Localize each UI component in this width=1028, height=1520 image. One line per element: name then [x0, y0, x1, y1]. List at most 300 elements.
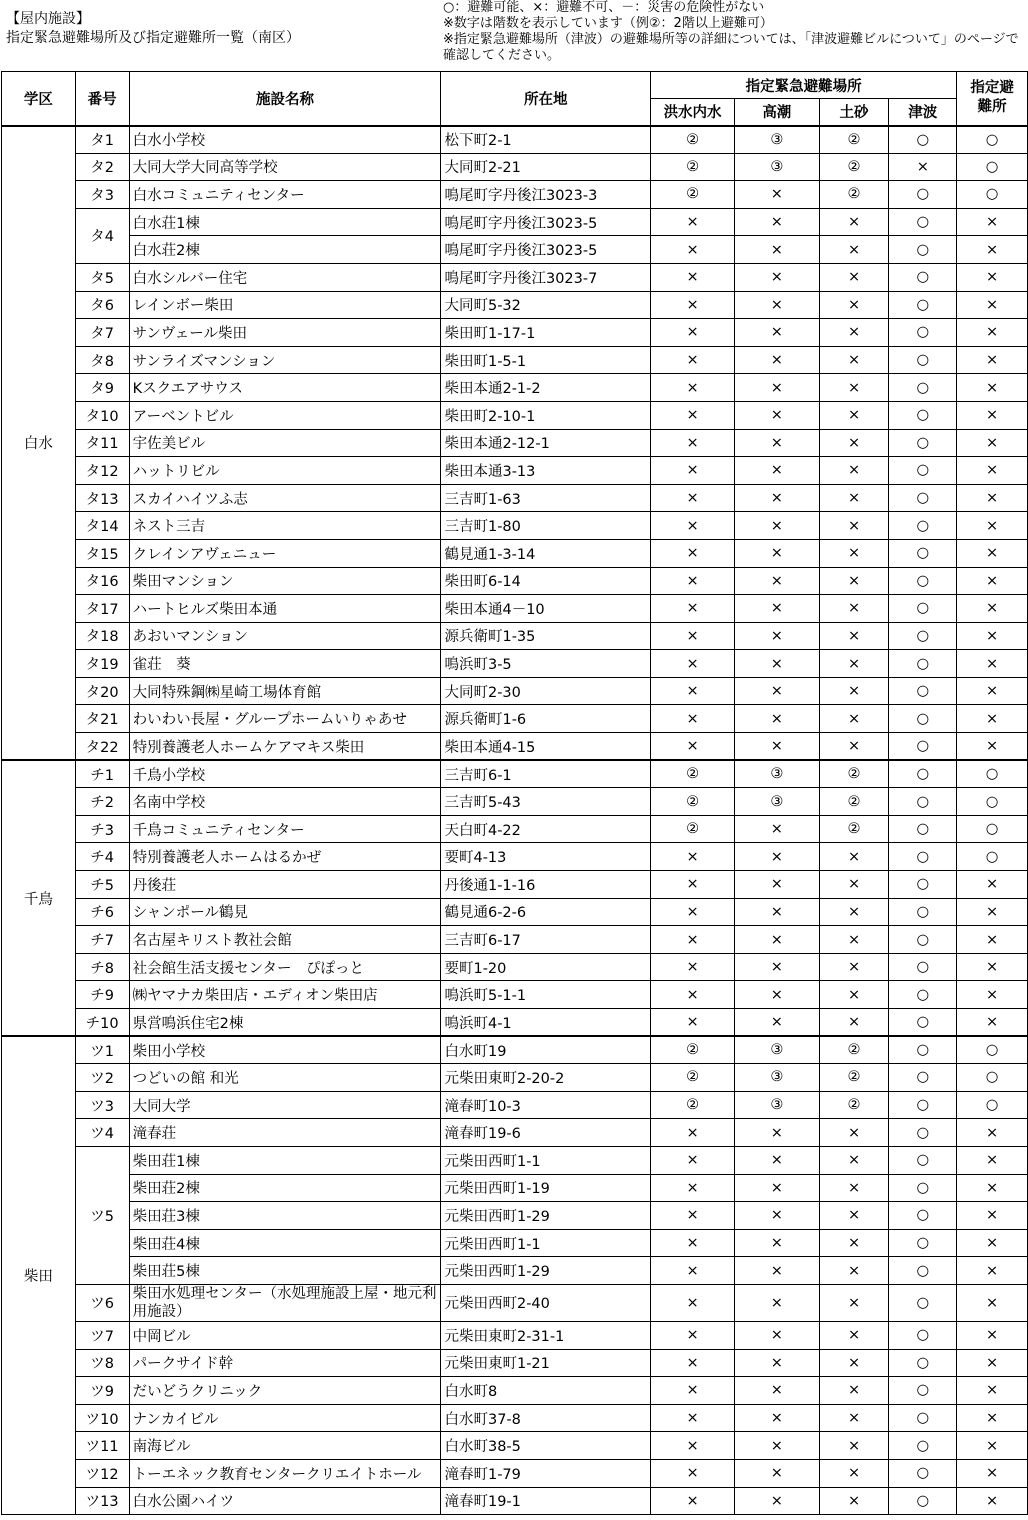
shelter-status: ○: [957, 126, 1028, 154]
sediment-status: ×: [819, 622, 889, 650]
flood-status: ×: [651, 291, 735, 319]
shelter-status: ×: [957, 733, 1028, 761]
tide-status: ×: [734, 1432, 819, 1460]
facility-name: 大同特殊鋼㈱星崎工場体育館: [129, 677, 441, 705]
table-row: [2, 1229, 1028, 1257]
facility-name: 柴田荘3棟: [129, 1202, 441, 1230]
flood-status: ×: [651, 733, 735, 761]
facility-number: タ19: [75, 650, 129, 678]
table-row: [2, 1009, 1028, 1037]
sediment-status: ×: [819, 926, 889, 954]
facility-name: 県営鳴浜住宅2棟: [129, 1009, 441, 1037]
facility-name: サンヴェール柴田: [129, 319, 441, 347]
table-row: [2, 208, 1028, 236]
tide-status: ×: [734, 208, 819, 236]
table-row: [2, 871, 1028, 899]
table-row: [2, 622, 1028, 650]
district-cell: 白水: [2, 126, 76, 761]
facility-address: 柴田町6-14: [441, 567, 651, 595]
district-cell: 柴田: [2, 1036, 76, 1515]
shelter-status: ×: [957, 1174, 1028, 1202]
shelter-status: ○: [957, 181, 1028, 209]
facility-number: タ14: [75, 512, 129, 540]
facility-address: 柴田本通2-12-1: [441, 429, 651, 457]
sediment-status: ②: [819, 1091, 889, 1119]
facility-name: 柴田水処理センター（水処理施設上屋・地元利用施設）: [129, 1284, 441, 1321]
facility-name: 特別養護老人ホームはるかぜ: [129, 843, 441, 871]
shelter-status: ×: [957, 567, 1028, 595]
table-row: [2, 1202, 1028, 1230]
flood-status: ×: [651, 429, 735, 457]
tide-status: ×: [734, 677, 819, 705]
tide-status: ×: [734, 512, 819, 540]
sediment-status: ×: [819, 1349, 889, 1377]
facility-name: 白水小学校: [129, 126, 441, 154]
flood-status: ×: [651, 1349, 735, 1377]
tsunami-status: ○: [889, 374, 957, 402]
table-row: [2, 1459, 1028, 1487]
table-row: [2, 567, 1028, 595]
tsunami-status: ○: [889, 953, 957, 981]
shelter-status: ○: [957, 153, 1028, 181]
flood-status: ×: [651, 457, 735, 485]
facility-name: 千鳥小学校: [129, 760, 441, 788]
facility-number: タ5: [75, 263, 129, 291]
table-row: [2, 788, 1028, 816]
shelter-status: ×: [957, 1321, 1028, 1349]
sediment-status: ×: [819, 1174, 889, 1202]
sediment-status: ×: [819, 871, 889, 899]
flood-status: ②: [651, 181, 735, 209]
facility-address: 元柴田西町1-29: [441, 1202, 651, 1230]
shelter-status: ×: [957, 1349, 1028, 1377]
tsunami-status: ○: [889, 512, 957, 540]
flood-status: ×: [651, 953, 735, 981]
table-row: [2, 236, 1028, 264]
tide-status: ×: [734, 650, 819, 678]
facility-name: シャンポール鶴見: [129, 898, 441, 926]
table-row: [2, 595, 1028, 623]
shelter-status: ×: [957, 1487, 1028, 1515]
shelter-status: ○: [957, 1064, 1028, 1092]
tide-status: ×: [734, 346, 819, 374]
legend-notes: [443, 0, 1028, 64]
facility-name: 宇佐美ビル: [129, 429, 441, 457]
shelter-status: ×: [957, 677, 1028, 705]
facility-address: 大同町5-32: [441, 291, 651, 319]
table-row: [2, 1064, 1028, 1092]
tsunami-status: ○: [889, 1257, 957, 1285]
facility-address: 三吉町6-1: [441, 760, 651, 788]
facility-number: タ7: [75, 319, 129, 347]
facility-address: 柴田本通4-15: [441, 733, 651, 761]
facility-name: 丹後荘: [129, 871, 441, 899]
facility-address: 柴田町2-10-1: [441, 401, 651, 429]
facility-name: 特別養護老人ホームケアマキス柴田: [129, 733, 441, 761]
shelter-status: ×: [957, 1229, 1028, 1257]
sediment-status: ②: [819, 815, 889, 843]
facility-name: 柴田小学校: [129, 1036, 441, 1064]
col-header-emergency: 指定緊急避難場所: [651, 72, 957, 99]
facility-address: 柴田町1-17-1: [441, 319, 651, 347]
tide-status: ×: [734, 1321, 819, 1349]
facility-name: 滝春荘: [129, 1119, 441, 1147]
shelter-status: ×: [957, 429, 1028, 457]
sediment-status: ×: [819, 457, 889, 485]
tide-status: ×: [734, 484, 819, 512]
facility-table: [1, 71, 1028, 1515]
shelter-status: ×: [957, 346, 1028, 374]
facility-name: 柴田マンション: [129, 567, 441, 595]
table-row: [2, 733, 1028, 761]
shelter-status: ×: [957, 595, 1028, 623]
shelter-status: ×: [957, 622, 1028, 650]
facility-number: チ7: [75, 926, 129, 954]
flood-status: ②: [651, 126, 735, 154]
legend-note: ○：避難可能、×：避難不可、－：災害の危険性がない: [443, 0, 765, 15]
facility-number: タ3: [75, 181, 129, 209]
tsunami-status: ○: [889, 181, 957, 209]
sediment-status: ×: [819, 595, 889, 623]
facility-number: タ13: [75, 484, 129, 512]
facility-name: アーベントビル: [129, 401, 441, 429]
flood-status: ×: [651, 263, 735, 291]
facility-name: つどいの館 和光: [129, 1064, 441, 1092]
facility-number: タ20: [75, 677, 129, 705]
facility-address: 源兵衛町1-6: [441, 705, 651, 733]
table-row: [2, 843, 1028, 871]
facility-address: 天白町4-22: [441, 815, 651, 843]
facility-address: 元柴田西町1-1: [441, 1229, 651, 1257]
shelter-status: ×: [957, 871, 1028, 899]
table-row: [2, 374, 1028, 402]
flood-status: ×: [651, 705, 735, 733]
shelter-status: ×: [957, 401, 1028, 429]
facility-name: 白水コミュニティセンター: [129, 181, 441, 209]
facility-number: タ8: [75, 346, 129, 374]
facility-name: 柴田荘5棟: [129, 1257, 441, 1285]
facility-name: スカイハイツふ志: [129, 484, 441, 512]
sediment-status: ×: [819, 1146, 889, 1174]
shelter-status: ×: [957, 650, 1028, 678]
tide-status: ×: [734, 622, 819, 650]
table-row: [2, 898, 1028, 926]
facility-address: 白水町37-8: [441, 1404, 651, 1432]
tsunami-status: ○: [889, 1202, 957, 1230]
flood-status: ②: [651, 760, 735, 788]
sediment-status: ×: [819, 1257, 889, 1285]
shelter-status: ○: [957, 1091, 1028, 1119]
sediment-status: ×: [819, 1009, 889, 1037]
facility-name: 白水荘1棟: [129, 208, 441, 236]
facility-address: 三吉町6-17: [441, 926, 651, 954]
tsunami-status: ○: [889, 705, 957, 733]
facility-number: チ8: [75, 953, 129, 981]
tide-status: ③: [734, 760, 819, 788]
tide-status: ×: [734, 1229, 819, 1257]
shelter-status: ×: [957, 1257, 1028, 1285]
flood-status: ×: [651, 512, 735, 540]
flood-status: ×: [651, 567, 735, 595]
table-row: [2, 181, 1028, 209]
table-row: [2, 953, 1028, 981]
tsunami-status: ○: [889, 1377, 957, 1405]
flood-status: ②: [651, 815, 735, 843]
facility-address: 元柴田東町1-21: [441, 1349, 651, 1377]
table-row: [2, 401, 1028, 429]
facility-name: ナンカイビル: [129, 1404, 441, 1432]
facility-number: タ4: [75, 208, 129, 263]
tsunami-status: ×: [889, 153, 957, 181]
tsunami-status: ○: [889, 760, 957, 788]
sediment-status: ×: [819, 539, 889, 567]
sediment-status: ×: [819, 1119, 889, 1147]
facility-name: Kスクエアサウス: [129, 374, 441, 402]
sediment-status: ×: [819, 1487, 889, 1515]
tsunami-status: ○: [889, 1349, 957, 1377]
flood-status: ×: [651, 1009, 735, 1037]
facility-name: ネスト三吉: [129, 512, 441, 540]
tide-status: ×: [734, 263, 819, 291]
shelter-status: ○: [957, 788, 1028, 816]
tsunami-status: ○: [889, 622, 957, 650]
facility-number: ツ13: [75, 1487, 129, 1515]
flood-status: ×: [651, 374, 735, 402]
facility-address: 滝春町1-79: [441, 1459, 651, 1487]
legend-note: ※数字は階数を表示しています（例②：2階以上避難可）: [443, 16, 773, 31]
sediment-status: ×: [819, 981, 889, 1009]
shelter-status: ×: [957, 1202, 1028, 1230]
table-row: [2, 319, 1028, 347]
facility-number: ツ2: [75, 1064, 129, 1092]
flood-status: ×: [651, 843, 735, 871]
heading-title: 指定緊急避難場所及び指定避難所一覧（南区）: [6, 30, 300, 46]
facility-number: タ21: [75, 705, 129, 733]
facility-number: ツ6: [75, 1284, 129, 1321]
tide-status: ×: [734, 567, 819, 595]
shelter-status: ×: [957, 1404, 1028, 1432]
tide-status: ③: [734, 1064, 819, 1092]
facility-number: タ15: [75, 539, 129, 567]
table-row: [2, 346, 1028, 374]
tide-status: ×: [734, 1377, 819, 1405]
table-row: [2, 650, 1028, 678]
sediment-status: ×: [819, 1377, 889, 1405]
tide-status: ×: [734, 1284, 819, 1321]
facility-address: 鳴尾町字丹後江3023-3: [441, 181, 651, 209]
shelter-status: ○: [957, 1036, 1028, 1064]
tide-status: ×: [734, 374, 819, 402]
facility-name: レインボー柴田: [129, 291, 441, 319]
facility-address: 要町4-13: [441, 843, 651, 871]
flood-status: ×: [651, 677, 735, 705]
table-row: [2, 484, 1028, 512]
shelter-status: ×: [957, 1146, 1028, 1174]
tide-status: ×: [734, 1404, 819, 1432]
facility-name: 柴田荘1棟: [129, 1146, 441, 1174]
table-row: [2, 1036, 1028, 1064]
facility-address: 元柴田西町1-19: [441, 1174, 651, 1202]
shelter-status: ○: [957, 760, 1028, 788]
sediment-status: ×: [819, 1404, 889, 1432]
tide-status: ×: [734, 1146, 819, 1174]
facility-name: 柴田荘4棟: [129, 1229, 441, 1257]
shelter-status: ×: [957, 1284, 1028, 1321]
page-heading: [6, 10, 300, 48]
facility-address: 三吉町5-43: [441, 788, 651, 816]
table-row: [2, 1349, 1028, 1377]
shelter-status: ×: [957, 1119, 1028, 1147]
facility-address: 柴田本通2-1-2: [441, 374, 651, 402]
sediment-status: ×: [819, 705, 889, 733]
facility-address: 要町1-20: [441, 953, 651, 981]
shelter-status: ×: [957, 539, 1028, 567]
table-row: [2, 1146, 1028, 1174]
facility-number: ツ5: [75, 1146, 129, 1284]
tsunami-status: ○: [889, 981, 957, 1009]
sediment-status: ×: [819, 263, 889, 291]
shelter-status: ×: [957, 898, 1028, 926]
facility-number: ツ10: [75, 1404, 129, 1432]
flood-status: ×: [651, 401, 735, 429]
table-row: [2, 512, 1028, 540]
flood-status: ×: [651, 1202, 735, 1230]
sediment-status: ×: [819, 236, 889, 264]
tsunami-status: ○: [889, 926, 957, 954]
facility-address: 松下町2-1: [441, 126, 651, 154]
facility-number: チ3: [75, 815, 129, 843]
tide-status: ③: [734, 788, 819, 816]
tsunami-status: ○: [889, 815, 957, 843]
table-row: [2, 126, 1028, 154]
tsunami-status: ○: [889, 126, 957, 154]
table-row: [2, 1174, 1028, 1202]
shelter-status: ×: [957, 484, 1028, 512]
col-header-number: 番号: [75, 72, 129, 126]
facility-address: 鶴見通1-3-14: [441, 539, 651, 567]
flood-status: ②: [651, 1036, 735, 1064]
shelter-status: ×: [957, 374, 1028, 402]
sediment-status: ×: [819, 429, 889, 457]
facility-address: 鳴浜町4-1: [441, 1009, 651, 1037]
tide-status: ×: [734, 457, 819, 485]
flood-status: ×: [651, 236, 735, 264]
facility-address: 鶴見通6-2-6: [441, 898, 651, 926]
tide-status: ×: [734, 815, 819, 843]
facility-number: チ2: [75, 788, 129, 816]
flood-status: ×: [651, 1321, 735, 1349]
sediment-status: ×: [819, 843, 889, 871]
tsunami-status: ○: [889, 1146, 957, 1174]
flood-status: ②: [651, 153, 735, 181]
tsunami-status: ○: [889, 457, 957, 485]
facility-name: パークサイド幹: [129, 1349, 441, 1377]
sediment-status: ×: [819, 374, 889, 402]
shelter-status: ×: [957, 1432, 1028, 1460]
tide-status: ③: [734, 1091, 819, 1119]
facility-number: ツ4: [75, 1119, 129, 1147]
facility-number: ツ9: [75, 1377, 129, 1405]
flood-status: ×: [651, 926, 735, 954]
facility-number: タ6: [75, 291, 129, 319]
sediment-status: ②: [819, 760, 889, 788]
shelter-status: ×: [957, 208, 1028, 236]
flood-status: ×: [651, 595, 735, 623]
facility-number: ツ1: [75, 1036, 129, 1064]
facility-name: 大同大学大同高等学校: [129, 153, 441, 181]
facility-name: 白水シルバー住宅: [129, 263, 441, 291]
facility-number: タ9: [75, 374, 129, 402]
facility-number: ツ8: [75, 1349, 129, 1377]
facility-name: 名古屋キリスト教社会館: [129, 926, 441, 954]
tide-status: ×: [734, 1009, 819, 1037]
tide-status: ③: [734, 153, 819, 181]
sediment-status: ×: [819, 401, 889, 429]
table-row: [2, 1119, 1028, 1147]
col-header-sediment: 土砂: [819, 99, 889, 126]
facility-address: 白水町8: [441, 1377, 651, 1405]
shelter-status: ○: [957, 815, 1028, 843]
shelter-status: ×: [957, 512, 1028, 540]
shelter-status: ×: [957, 981, 1028, 1009]
table-row: [2, 1432, 1028, 1460]
facility-address: 鳴浜町3-5: [441, 650, 651, 678]
shelter-status: ×: [957, 457, 1028, 485]
facility-name: わいわい長屋・グループホームいりゃあせ: [129, 705, 441, 733]
tsunami-status: ○: [889, 1404, 957, 1432]
flood-status: ②: [651, 788, 735, 816]
flood-status: ×: [651, 871, 735, 899]
col-header-address: 所在地: [441, 72, 651, 126]
table-row: [2, 1257, 1028, 1285]
tide-status: ×: [734, 595, 819, 623]
facility-number: タ16: [75, 567, 129, 595]
tide-status: ×: [734, 1349, 819, 1377]
table-row: [2, 263, 1028, 291]
table-row: [2, 291, 1028, 319]
district-cell: 千鳥: [2, 760, 76, 1036]
tide-status: ×: [734, 898, 819, 926]
tsunami-status: ○: [889, 236, 957, 264]
tsunami-status: ○: [889, 1009, 957, 1037]
shelter-status: ×: [957, 705, 1028, 733]
facility-address: 三吉町1-80: [441, 512, 651, 540]
tsunami-status: ○: [889, 843, 957, 871]
table-row: [2, 1284, 1028, 1321]
facility-number: タ22: [75, 733, 129, 761]
tide-status: ×: [734, 1174, 819, 1202]
sediment-status: ②: [819, 153, 889, 181]
tide-status: ×: [734, 236, 819, 264]
shelter-status: ×: [957, 1459, 1028, 1487]
sediment-status: ×: [819, 346, 889, 374]
table-row: [2, 429, 1028, 457]
flood-status: ×: [651, 1377, 735, 1405]
flood-status: ×: [651, 622, 735, 650]
tide-status: ×: [734, 843, 819, 871]
flood-status: ×: [651, 1174, 735, 1202]
flood-status: ×: [651, 346, 735, 374]
facility-number: ツ11: [75, 1432, 129, 1460]
facility-name: 社会館生活支援センター ぴぽっと: [129, 953, 441, 981]
flood-status: ×: [651, 1229, 735, 1257]
tsunami-status: ○: [889, 1229, 957, 1257]
facility-address: 白水町19: [441, 1036, 651, 1064]
facility-number: タ11: [75, 429, 129, 457]
facility-address: 柴田本通3-13: [441, 457, 651, 485]
facility-number: タ17: [75, 595, 129, 623]
sediment-status: ×: [819, 1321, 889, 1349]
